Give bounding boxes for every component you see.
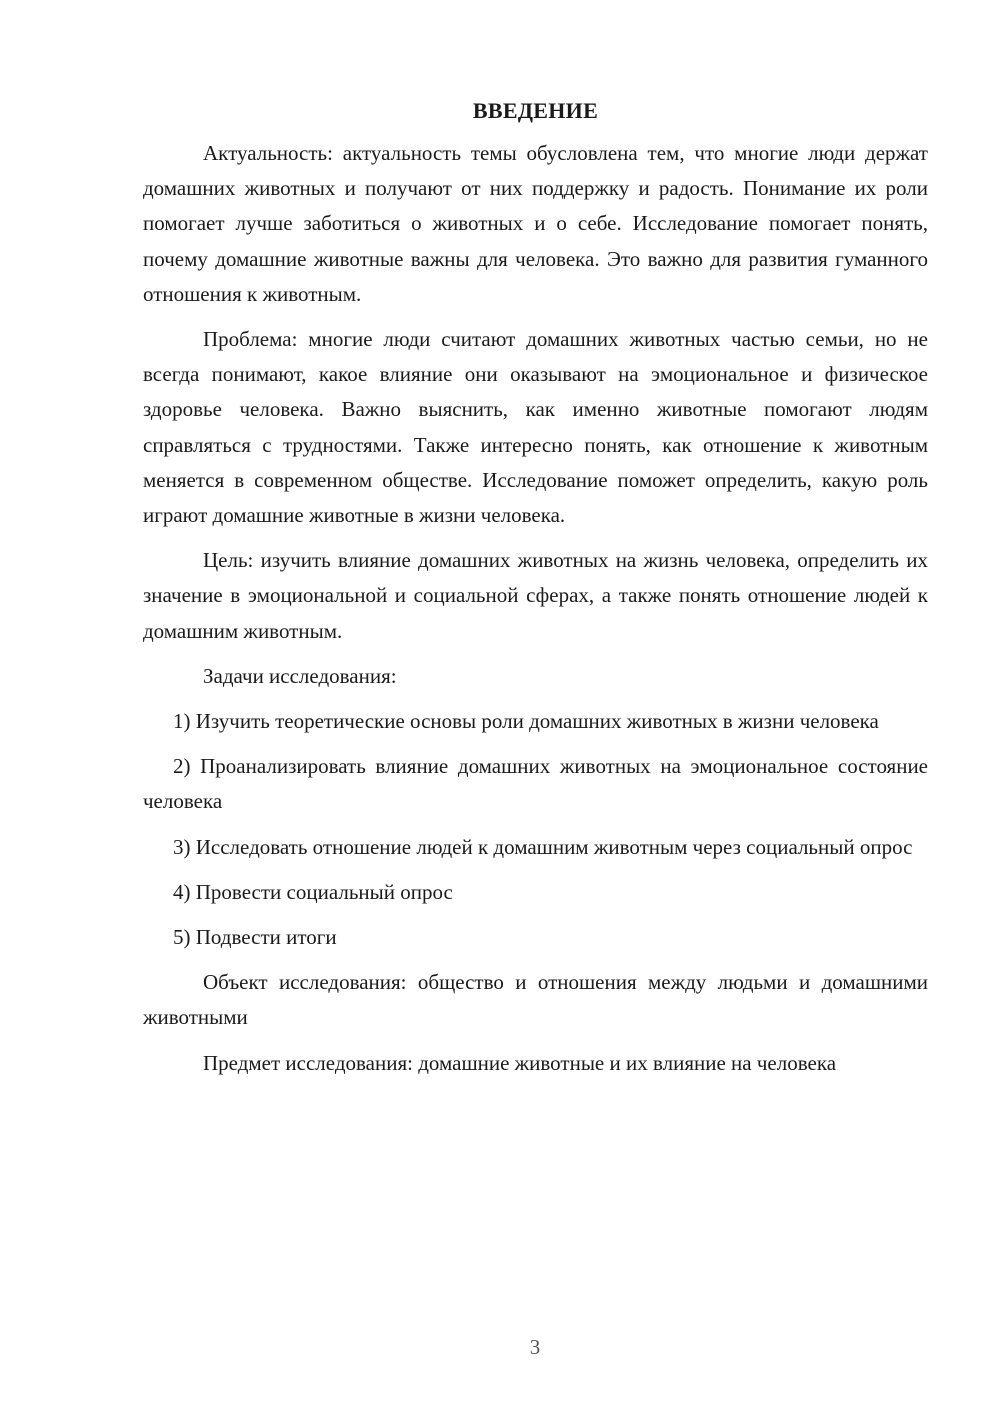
task-item: 5) Подвести итоги: [173, 925, 337, 950]
task-item: 1) Изучить теоретические основы роли домашних животных в жизни человека: [173, 709, 879, 734]
relevance-paragraph: Актуальность: актуальность темы обусловлена тем, что многие люди держат домашних животных и получают от них поддержку и радость. Понимание их роли помогает лучше заботиться о животных и о себе. Исследование помогает понять, почему домашние животные важны для человека. Это важно для развития гуманного отношения к животным.: [143, 141, 928, 306]
object-paragraph: Объект исследования: общество и отношения между людьми и домашними животными: [143, 970, 928, 1030]
goal-paragraph: Цель: изучить влияние домашних животных на жизнь человека, определить их значение в эмоциональной и социальной сферах, а также понять отношение людей к домашним животным.: [143, 548, 928, 643]
task-item: 3) Исследовать отношение людей к домашним животным через социальный опрос: [173, 834, 913, 859]
document-page: [143, 96, 928, 1091]
subject-paragraph: Предмет исследования: домашние животные и их влияние на человека: [203, 1050, 837, 1075]
tasks-list: [143, 704, 928, 955]
task-item: 4) Провести социальный опрос: [173, 879, 453, 904]
page-title: ВВЕДЕНИЕ: [472, 98, 599, 123]
problem-paragraph: Проблема: многие люди считают домашних животных частью семьи, но не всегда понимают, какое влияние они оказывают на эмоциональное и физическое здоровье человека. Важно выяснить, как именно животные помогают людям справляться с трудностями. Также интересно понять, как отношение к животным меняется в современном обществе. Исследование поможет определить, какую роль играют домашние животные в жизни человека.: [143, 327, 928, 528]
task-item: 2) Проанализировать влияние домашних животных на эмоциональное состояние человека: [143, 754, 928, 814]
page-number: 3: [529, 1335, 541, 1359]
tasks-heading: Задачи исследования:: [203, 663, 397, 688]
